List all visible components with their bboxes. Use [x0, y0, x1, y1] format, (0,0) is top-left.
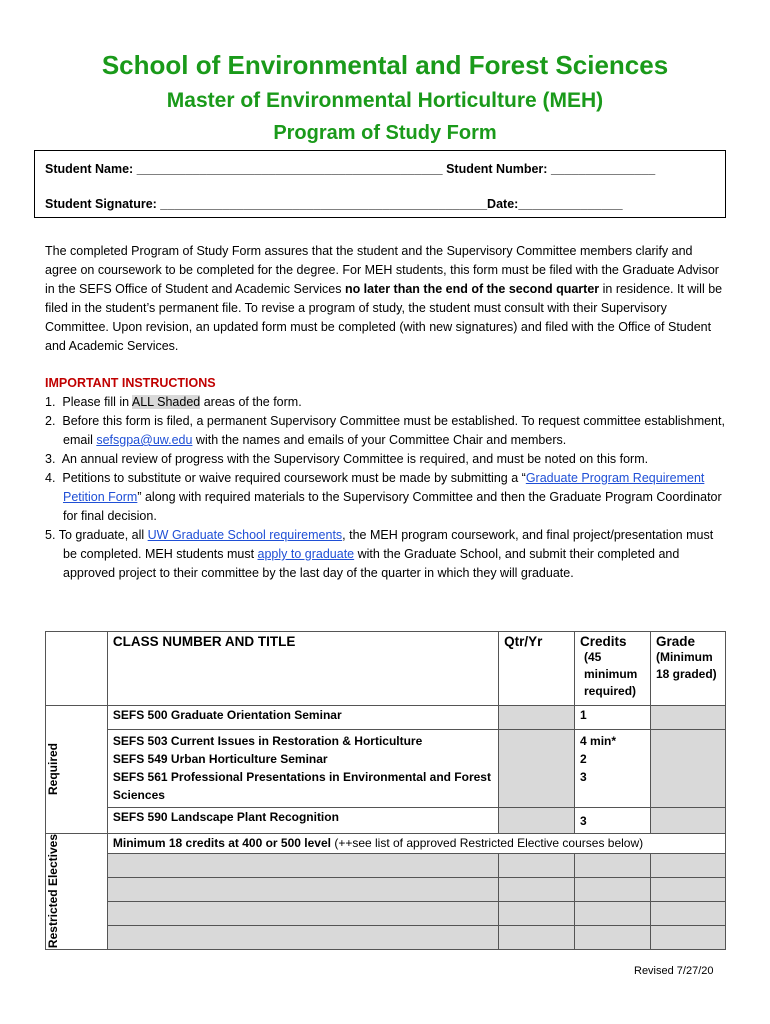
- elective-row: [46, 926, 726, 950]
- student-number-label: Student Number:: [446, 162, 548, 176]
- restricted-section-label: Restricted Electives: [46, 834, 108, 950]
- student-signature-row: [45, 197, 623, 211]
- elective-class-field[interactable]: [107, 854, 498, 878]
- petition-form-link[interactable]: Graduate Program Requirement Petition Form: [63, 471, 705, 504]
- elective-class-field[interactable]: [107, 902, 498, 926]
- course-sefs590: SEFS 590 Landscape Plant Recognition: [107, 808, 498, 834]
- qtr-field[interactable]: [499, 854, 575, 878]
- qtr-field[interactable]: [499, 878, 575, 902]
- credits-field[interactable]: [575, 854, 651, 878]
- student-signature-field[interactable]: _______________________________________________: [160, 197, 488, 211]
- course-sefs503: SEFS 503 Current Issues in Restoration & Horticulture: [112, 734, 423, 748]
- table-row: [46, 834, 726, 854]
- student-name-field[interactable]: ____________________________________________: [136, 162, 443, 176]
- credits-field[interactable]: [575, 926, 651, 950]
- email-link[interactable]: sefsgpa@uw.edu: [96, 433, 193, 447]
- shaded-text: ALL Shaded: [131, 395, 201, 409]
- intro-paragraph: The completed Program of Study Form assures that the student and the Supervisory Committee members clarify and agree on coursework to be completed for the degree. For MEH students, this form must be filed with the Graduate Advisor in the SEFS Office of Student and Academic Services no later than the end of the second quarter in residence. It will be filed in the student’s permanent file. To revise a program of study, the student must consult with their Supervisory Committee. Upon revision, an updated form must be completed (with new signatures) and filed with the Office of Student and Academic Services.: [45, 244, 723, 353]
- program-title: Master of Environmental Horticulture (MEH): [166, 89, 604, 112]
- course-sefs500: SEFS 500 Graduate Orientation Seminar: [107, 706, 498, 730]
- instructions: [45, 374, 725, 583]
- grad-requirements-link[interactable]: UW Graduate School requirements: [147, 528, 343, 542]
- grade-field[interactable]: [650, 902, 725, 926]
- elective-row: [46, 902, 726, 926]
- table-header-row: [46, 632, 726, 706]
- instruction-5: 5. To graduate, all UW Graduate School requirements, the MEH program coursework, and final project/presentation must be completed. MEH students must apply to graduate with the Graduate School, and submit their completed and approved project to their committee by the last day of the quarter in which they will graduate.: [45, 528, 714, 580]
- instruction-4: 4. Petitions to substitute or waive required coursework must be made by submitting a “Graduate Program Requirement Petition Form” along with required materials to the Supervisory Committee and then the Graduate Program Coordinator for final decision.: [45, 471, 722, 523]
- grade-field[interactable]: [650, 808, 725, 834]
- date-field[interactable]: _______________: [518, 197, 623, 211]
- instruction-3: 3. An annual review of progress with the Supervisory Committee is required, and must be noted on this form.: [45, 452, 649, 466]
- date-label: Date:: [487, 197, 519, 211]
- qtr-field[interactable]: [499, 902, 575, 926]
- qtr-field[interactable]: [499, 926, 575, 950]
- school-title: School of Environmental and Forest Sciences: [101, 50, 669, 80]
- student-number-field[interactable]: _______________: [550, 162, 656, 176]
- course-sefs549: SEFS 549 Urban Horticulture Seminar: [112, 752, 328, 766]
- student-name-label: Student Name:: [45, 162, 134, 176]
- elective-note: Minimum 18 credits at 400 or 500 level (++see list of approved Restricted Elective courses below): [107, 834, 725, 854]
- instruction-1: 1. Please fill in ALL Shaded areas of the form.: [45, 395, 302, 409]
- qtr-field[interactable]: [499, 706, 575, 730]
- grade-field[interactable]: [650, 730, 725, 808]
- credits-value: 3: [575, 808, 651, 834]
- grade-field[interactable]: [650, 854, 725, 878]
- class-column-header: CLASS NUMBER AND TITLE: [107, 632, 498, 706]
- apply-to-graduate-link[interactable]: apply to graduate: [257, 547, 355, 561]
- table-row: [46, 808, 726, 834]
- instruction-2: 2. Before this form is filed, a permanent Supervisory Committee must be established. To request committee establishment, email sefsgpa@uw.edu with the names and emails of your Committee Chair and members.: [45, 414, 725, 447]
- table-row: [46, 706, 726, 730]
- form-title: Program of Study Form: [273, 122, 497, 144]
- grade-field[interactable]: [650, 706, 725, 730]
- qtr-column-header: Qtr/Yr: [499, 632, 575, 706]
- qtr-field[interactable]: [499, 808, 575, 834]
- credits-value: 1: [575, 706, 651, 730]
- elective-row: [46, 878, 726, 902]
- credits-value: 4 min* 2 3: [575, 730, 651, 808]
- qtr-field[interactable]: [499, 730, 575, 808]
- student-signature-label: Student Signature:: [45, 197, 157, 211]
- credits-column-header: Credits (45 minimum required): [575, 632, 651, 706]
- course-group: [107, 730, 498, 808]
- student-name-row: [45, 162, 655, 176]
- credits-field[interactable]: [575, 902, 651, 926]
- credits-field[interactable]: [575, 878, 651, 902]
- elective-row: [46, 854, 726, 878]
- revised-date: Revised 7/27/20: [634, 965, 714, 977]
- grade-column-header: Grade (Minimum 18 graded): [650, 632, 725, 706]
- student-info-box: [34, 150, 726, 218]
- table-row: [46, 730, 726, 808]
- elective-class-field[interactable]: [107, 878, 498, 902]
- course-sefs561: SEFS 561 Professional Presentations in Environmental and Forest Sciences: [112, 770, 491, 802]
- grade-field[interactable]: [650, 926, 725, 950]
- deadline-text: no later than the end of the second quarter: [344, 282, 600, 296]
- grade-field[interactable]: [650, 878, 725, 902]
- instructions-heading: IMPORTANT INSTRUCTIONS: [45, 376, 216, 390]
- course-table: [45, 631, 726, 950]
- elective-class-field[interactable]: [107, 926, 498, 950]
- required-section-label: Required: [46, 706, 108, 834]
